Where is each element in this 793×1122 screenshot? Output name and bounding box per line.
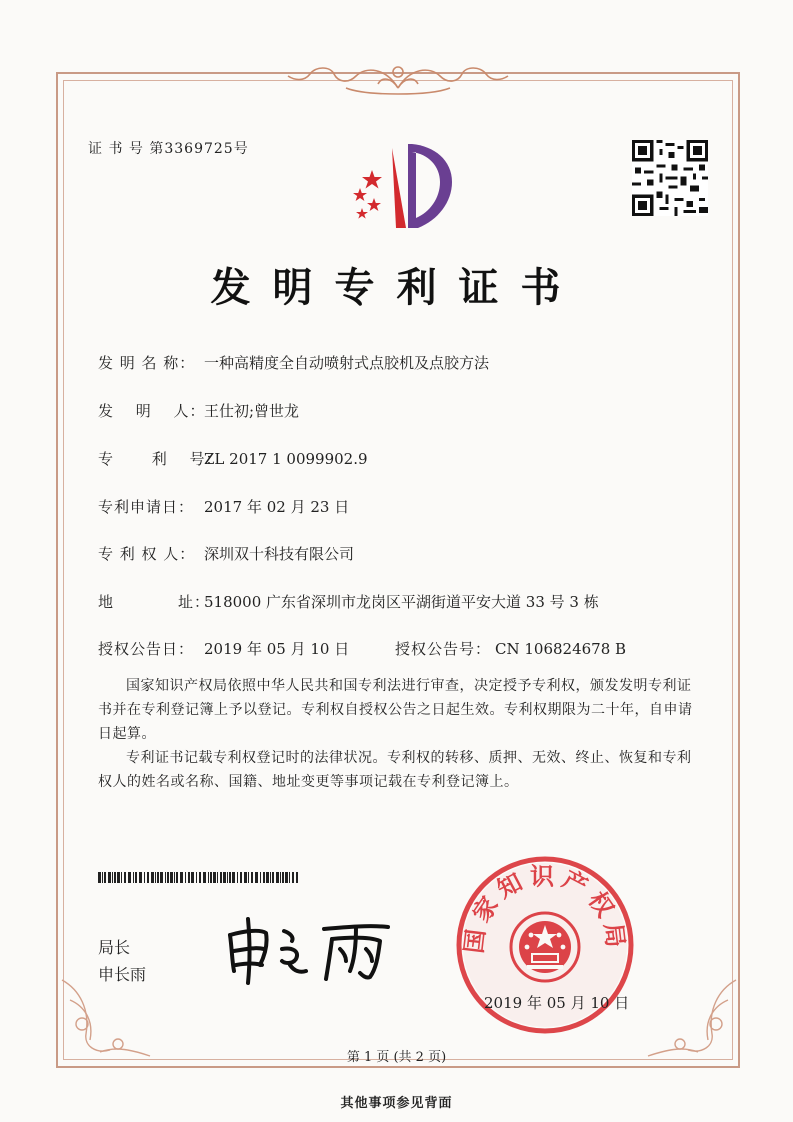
patent-number-label: 专 利 号： <box>98 450 222 468</box>
grant-number-label: 授权公告号： <box>395 640 492 658</box>
inventor-value: 王仕初;曾世龙 <box>204 402 300 420</box>
invention-name-row <box>98 352 489 373</box>
grant-date-row <box>98 638 349 659</box>
patentee-value: 深圳双十科技有限公司 <box>204 545 355 563</box>
patent-office-logo <box>340 140 460 232</box>
seal-date: 2019 年 05 月 10 日 <box>484 994 630 1012</box>
patent-number-value: ZL 2017 1 0099902.9 <box>204 450 368 468</box>
handwritten-signature <box>220 905 400 985</box>
page-number: 第 1 页 (共 2 页) <box>346 1050 447 1065</box>
application-date-label: 专利申请日： <box>98 498 195 516</box>
grant-date-label: 授权公告日： <box>98 640 195 658</box>
legal-status-paragraph: 专利证书记载专利权登记时的法律状况。专利权的转移、质押、无效、终止、恢复和专利权人的姓名或名称、国籍、地址变更等事项记载在专利登记簿上。 <box>98 750 692 790</box>
inventor-row <box>98 400 299 421</box>
director-title: 局长 <box>98 938 131 957</box>
seal-text: 国家知识产权局 <box>459 862 631 955</box>
address-label: 地 址： <box>98 593 211 611</box>
invention-name-value: 一种高精度全自动喷射式点胶机及点胶方法 <box>204 354 490 372</box>
invention-name-label: 发 明 名 称： <box>98 354 196 372</box>
certificate-title: 发明专利证书 <box>210 265 583 311</box>
patentee-row <box>98 543 354 564</box>
grant-statement-paragraph: 国家知识产权局依照中华人民共和国专利法进行审查，决定授予专利权，颁发发明专利证书并在专利登记簿上予以登记。专利权自授权公告之日起生效。专利权期限为二十年，自申请日起算。 <box>98 678 693 742</box>
patentee-label: 专 利 权 人： <box>98 545 196 563</box>
grant-date-value: 2019 年 05 月 10 日 <box>204 640 350 658</box>
application-date-row <box>98 496 349 517</box>
grant-number-value: CN 106824678 B <box>495 640 627 658</box>
top-ornament <box>286 58 510 98</box>
patent-number-row <box>98 448 368 469</box>
application-date-value: 2017 年 02 月 23 日 <box>204 498 350 516</box>
certificate-number: 证 书 号 第3369725号 <box>88 141 249 157</box>
bottom-right-ornament <box>628 950 738 1060</box>
address-value: 518000 广东省深圳市龙岗区平湖街道平安大道 33 号 3 栋 <box>204 593 599 611</box>
inventor-label: 发 明 人： <box>98 402 206 420</box>
grant-number-row <box>395 638 626 659</box>
address-row <box>98 591 599 612</box>
qr-code <box>632 140 708 216</box>
footer-note: 其他事项参见背面 <box>340 1096 453 1111</box>
director-name: 申长雨 <box>98 965 147 984</box>
barcode <box>98 872 298 883</box>
